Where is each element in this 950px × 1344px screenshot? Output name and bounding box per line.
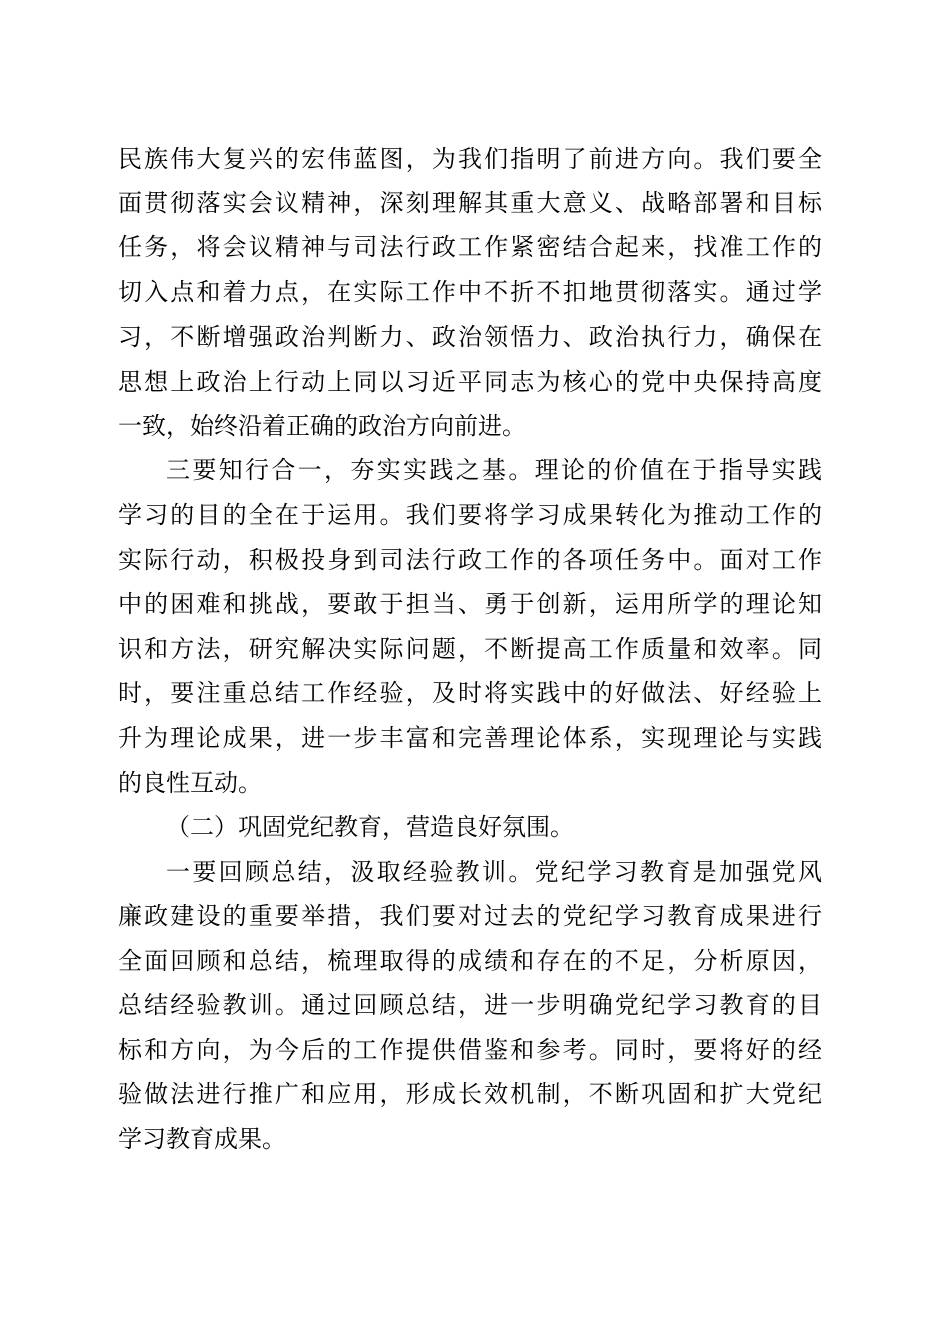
paragraph-first-line: 一要回顾总结，汲取经验教训。党纪学习教育是加强党风: [166, 858, 822, 886]
text-line: 实际行动，积极投身到司法行政工作的各项任务中。面对工作: [118, 546, 822, 574]
text-line: 总结经验教训。通过回顾总结，进一步明确党纪学习教育的目: [118, 991, 822, 1019]
text-line: 时，要注重总结工作经验，及时将实践中的好做法、好经验上: [118, 679, 822, 707]
text-line: 升为理论成果，进一步丰富和完善理论体系，实现理论与实践: [118, 724, 822, 752]
paragraph-first-line: 三要知行合一，夯实实践之基。理论的价值在于指导实践: [166, 456, 822, 484]
text-line: 任务，将会议精神与司法行政工作紧密结合起来，找准工作的: [118, 233, 822, 261]
section-heading: （二）巩固党纪教育，营造良好氛围。: [166, 813, 574, 841]
text-line: 廉政建设的重要举措，我们要对过去的党纪学习教育成果进行: [118, 902, 822, 930]
text-line: 一致，始终沿着正确的政治方向前进。: [118, 412, 526, 440]
text-line: 思想上政治上行动上同以习近平同志为核心的党中央保持高度: [118, 368, 822, 396]
text-line: 学习的目的全在于运用。我们要将学习成果转化为推动工作的: [118, 501, 822, 529]
text-line: 的良性互动。: [118, 769, 262, 797]
text-line: 面贯彻落实会议精神，深刻理解其重大意义、战略部署和目标: [118, 189, 822, 217]
text-line: 标和方向，为今后的工作提供借鉴和参考。同时，要将好的经: [118, 1036, 822, 1064]
text-line: 习，不断增强政治判断力、政治领悟力、政治执行力，确保在: [118, 323, 822, 351]
text-line: 全面回顾和总结，梳理取得的成绩和存在的不足，分析原因，: [118, 947, 822, 975]
text-line: 中的困难和挑战，要敢于担当、勇于创新，运用所学的理论知: [118, 590, 822, 618]
text-line: 识和方法，研究解决实际问题，不断提高工作质量和效率。同: [118, 635, 822, 663]
text-line: 验做法进行推广和应用，形成长效机制，不断巩固和扩大党纪: [118, 1080, 822, 1108]
text-line: 切入点和着力点，在实际工作中不折不扣地贯彻落实。通过学: [118, 278, 822, 306]
text-line: 学习教育成果。: [118, 1125, 286, 1153]
text-line: 民族伟大复兴的宏伟蓝图，为我们指明了前进方向。我们要全: [118, 145, 822, 173]
